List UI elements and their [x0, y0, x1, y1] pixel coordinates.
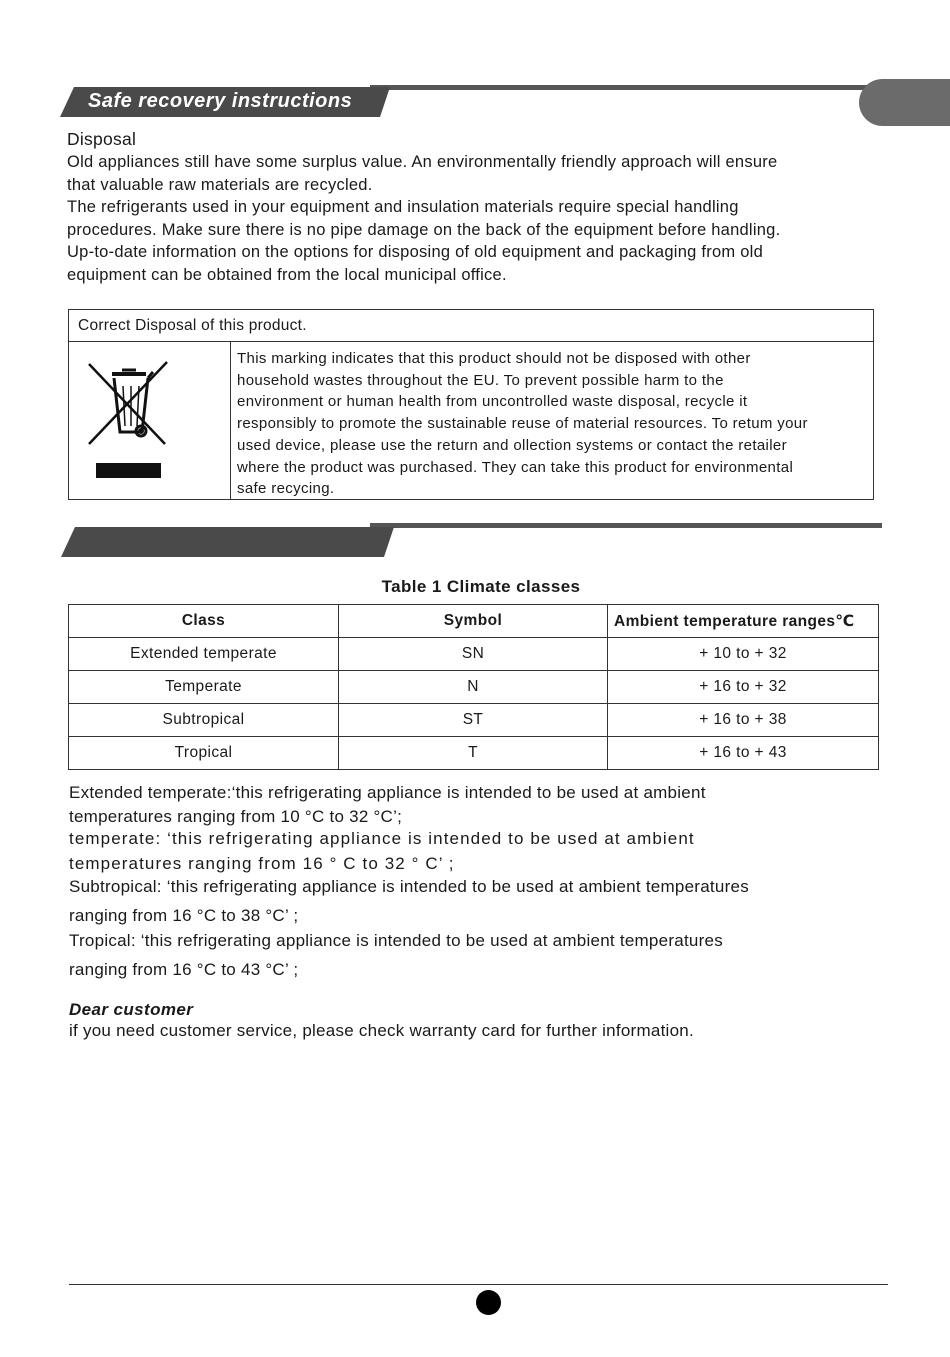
- table-cell: Temperate: [69, 671, 339, 704]
- text-line: safe recycing.: [237, 480, 335, 498]
- text-line: Up-to-date information on the options for disposing of old equipment and packaging from old: [67, 242, 763, 261]
- weee-icon-cell: [69, 342, 231, 500]
- text-line: Old appliances still have some surplus value. An environmentally friendly approach will ensure: [67, 152, 778, 171]
- text-line: environment or human health from uncontrolled waste disposal, recycle it: [237, 393, 748, 411]
- table-cell: Tropical: [69, 737, 339, 770]
- column-header: Symbol: [339, 605, 608, 638]
- weee-disposal-box: [68, 309, 874, 500]
- table-cell: SN: [339, 638, 608, 671]
- column-header: Class: [69, 605, 339, 638]
- text-line: household wastes throughout the EU. To prevent possible harm to the: [237, 371, 724, 389]
- text-line: that valuable raw materials are recycled.: [67, 176, 373, 194]
- text-line: temperatures ranging from 10 °C to 32 °C’;: [69, 807, 403, 826]
- table-cell: + 16 to + 43: [608, 737, 879, 770]
- page-corner-tab: [859, 79, 950, 126]
- crossed-out-wheelie-bin-icon: [69, 342, 231, 500]
- table-header-row: [69, 605, 879, 638]
- table-cell: N: [339, 671, 608, 704]
- table-row: [69, 704, 879, 737]
- disposal-paragraph-1: [67, 152, 867, 197]
- text-line: The refrigerants used in your equipment and insulation materials require special handling: [67, 197, 739, 216]
- column-header: Ambient temperature ranges℃: [608, 605, 879, 638]
- text-line: temperate: ‘this refrigerating appliance is intended to be used at ambient: [69, 829, 695, 848]
- text-line: equipment can be obtained from the local municipal office.: [67, 266, 507, 284]
- table-row: [69, 737, 879, 770]
- text-line: Subtropical: ‘this refrigerating appliance is intended to be used at ambient temperatures: [69, 877, 749, 896]
- text-line: Tropical: ‘this refrigerating appliance is intended to be used at ambient temperatures: [69, 931, 724, 950]
- table-title: Table 1 Climate classes: [381, 577, 581, 596]
- table-row: [69, 638, 879, 671]
- text-line: This marking indicates that this product should not be disposed with other: [237, 350, 751, 367]
- table-cell: + 16 to + 38: [608, 704, 879, 737]
- table-cell: + 16 to + 32: [608, 671, 879, 704]
- section-header-tab: [61, 527, 394, 557]
- text-line: responsibly to promote the sustainable reuse of material resources. To retum your: [237, 415, 808, 433]
- section-rule: [370, 523, 882, 528]
- table-cell: + 10 to + 32: [608, 638, 879, 671]
- text-line: temperatures ranging from 16 ° C to 32 ° C’ ;: [69, 854, 455, 873]
- section-title: Safe recovery instructions: [88, 90, 353, 112]
- climate-classes-table: [68, 604, 879, 770]
- text-line: where the product was purchased. They can take this product for environmental: [237, 458, 794, 476]
- disposal-paragraph-3: [67, 242, 867, 287]
- table-cell: Extended temperate: [69, 638, 339, 671]
- header-rule: [370, 85, 880, 90]
- customer-heading: Dear customer: [69, 1000, 194, 1019]
- page-marker: [476, 1290, 501, 1315]
- table-cell: ST: [339, 704, 608, 737]
- table-cell: Subtropical: [69, 704, 339, 737]
- disposal-section: [67, 129, 867, 287]
- text-line: procedures. Make sure there is no pipe damage on the back of the equipment before handling.: [67, 221, 781, 239]
- disposal-paragraph-2: [67, 197, 867, 242]
- text-line: Extended temperate:‘this refrigerating appliance is intended to be used at ambient: [69, 783, 706, 802]
- table-cell: T: [339, 737, 608, 770]
- text-line: ranging from 16 °C to 43 °C’ ;: [69, 960, 299, 979]
- customer-note: if you need customer service, please check warranty card for further information.: [69, 1021, 694, 1040]
- text-line: ranging from 16 °C to 38 °C’ ;: [69, 906, 299, 925]
- disposal-heading: Disposal: [67, 129, 137, 149]
- text-line: used device, please use the return and ollection systems or contact the retailer: [237, 436, 787, 454]
- footer-rule: [69, 1284, 888, 1285]
- table-row: [69, 671, 879, 704]
- weee-description: [237, 348, 877, 500]
- weee-box-header: Correct Disposal of this product.: [69, 310, 873, 342]
